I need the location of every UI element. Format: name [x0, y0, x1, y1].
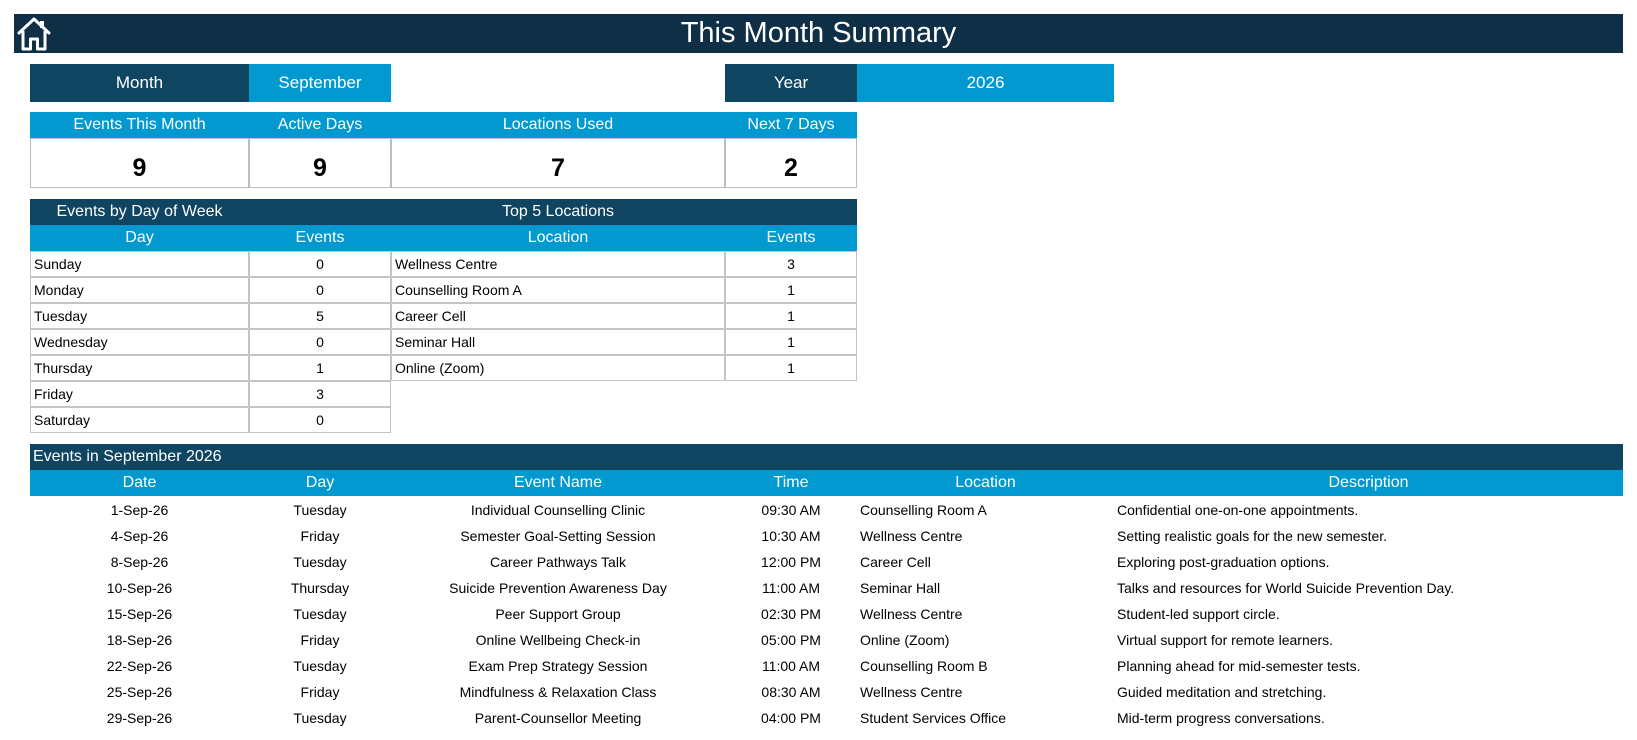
- top-locations-title: Top 5 Locations: [391, 199, 725, 225]
- event-name: Parent-Counsellor Meeting: [474, 710, 642, 726]
- kpi-value-active-days: 9: [249, 138, 391, 188]
- month-select[interactable]: [249, 64, 391, 102]
- event-day: Tuesday: [293, 606, 347, 622]
- top-location-count: 1: [725, 303, 857, 329]
- page-title: This Month Summary: [680, 17, 957, 49]
- top-locations-header-location: Location: [391, 225, 725, 251]
- by-day-count-sunday: 0: [249, 251, 391, 277]
- by-day-day-monday: Monday: [30, 277, 249, 303]
- events-header-time: Time: [773, 474, 809, 491]
- kpi-label-next-7-days: Next 7 Days: [725, 112, 857, 138]
- event-day: Thursday: [290, 580, 350, 596]
- events-header-location: Location: [955, 474, 1016, 491]
- top-location-count: 1: [725, 277, 857, 303]
- event-location: Wellness Centre: [860, 606, 963, 622]
- event-location: Career Cell: [860, 554, 931, 570]
- events-title: Events in September 2026: [30, 444, 1623, 470]
- event-location: Online (Zoom): [860, 632, 950, 648]
- kpi-value-locations: 7: [391, 138, 725, 188]
- event-time: 11:00 AM: [761, 580, 821, 596]
- event-name: Suicide Prevention Awareness Day: [449, 580, 667, 596]
- event-description: Virtual support for remote learners.: [1117, 632, 1334, 648]
- event-description: Exploring post-graduation options.: [1117, 554, 1330, 570]
- event-day: Tuesday: [293, 554, 347, 570]
- by-day-count-monday: 0: [249, 277, 391, 303]
- by-day-day-wednesday: Wednesday: [30, 329, 249, 355]
- top-location-count: 1: [725, 355, 857, 381]
- event-day: Friday: [300, 528, 340, 544]
- event-date: 15-Sep-26: [106, 606, 173, 622]
- event-day: Tuesday: [293, 710, 347, 726]
- year-label: [725, 64, 857, 102]
- by-day-day-tuesday: Tuesday: [30, 303, 249, 329]
- event-date: 29-Sep-26: [106, 710, 173, 726]
- events-header-description: Description: [1328, 474, 1409, 491]
- event-description: Student-led support circle.: [1117, 606, 1280, 622]
- event-description: Talks and resources for World Suicide Prevention Day.: [1117, 580, 1455, 596]
- home-button[interactable]: [16, 16, 52, 52]
- event-name: Online Wellbeing Check-in: [475, 632, 641, 648]
- event-description: Confidential one-on-one appointments.: [1117, 502, 1359, 518]
- event-time: 11:00 AM: [761, 658, 821, 674]
- event-name: Mindfulness & Relaxation Class: [459, 684, 657, 700]
- event-location: Seminar Hall: [860, 580, 941, 596]
- event-name: Exam Prep Strategy Session: [468, 658, 648, 674]
- kpi-value-events: 9: [30, 138, 249, 188]
- event-time: 12:00 PM: [761, 554, 821, 570]
- event-day: Friday: [300, 684, 340, 700]
- top-location-count: 3: [725, 251, 857, 277]
- by-day-title: Events by Day of Week: [30, 199, 249, 225]
- event-location: Wellness Centre: [860, 528, 963, 544]
- year-value: 2026: [966, 73, 1005, 92]
- top-locations-header-events: Events: [725, 225, 857, 251]
- top-location-name: Wellness Centre: [391, 251, 725, 277]
- event-description: Guided meditation and stretching.: [1117, 684, 1327, 700]
- by-day-count-wednesday: 0: [249, 329, 391, 355]
- event-time: 08:30 AM: [761, 684, 821, 700]
- event-time: 09:30 AM: [761, 502, 821, 518]
- by-day-header-day: Day: [30, 225, 249, 251]
- event-name: Peer Support Group: [495, 606, 621, 622]
- kpi-label-locations: Locations Used: [391, 112, 725, 138]
- event-description: Planning ahead for mid-semester tests.: [1117, 658, 1361, 674]
- event-name: Semester Goal-Setting Session: [460, 528, 656, 544]
- by-day-count-saturday: 0: [249, 407, 391, 433]
- event-date: 10-Sep-26: [106, 580, 173, 596]
- kpi-label-active-days: Active Days: [249, 112, 391, 138]
- year-label-text: Year: [773, 73, 809, 92]
- by-day-title-fill: [249, 199, 391, 225]
- top-location-name: Seminar Hall: [391, 329, 725, 355]
- top-location-count: 1: [725, 329, 857, 355]
- event-time: 04:00 PM: [761, 710, 821, 726]
- by-day-count-thursday: 1: [249, 355, 391, 381]
- event-name: Career Pathways Talk: [490, 554, 626, 570]
- event-description: Mid-term progress conversations.: [1117, 710, 1325, 726]
- event-day: Friday: [300, 632, 340, 648]
- month-label: [30, 64, 249, 102]
- events-header-date: Date: [122, 474, 157, 491]
- top-locations-title-fill: [725, 199, 857, 225]
- kpi-label-events: Events This Month: [30, 112, 249, 138]
- month-label-text: Month: [115, 73, 164, 92]
- event-location: Student Services Office: [860, 710, 1007, 726]
- event-description: Setting realistic goals for the new semester.: [1117, 528, 1388, 544]
- event-location: Counselling Room B: [860, 658, 988, 674]
- event-date: 18-Sep-26: [106, 632, 173, 648]
- event-date: 8-Sep-26: [110, 554, 169, 570]
- by-day-header-events: Events: [249, 225, 391, 251]
- by-day-day-friday: Friday: [30, 381, 249, 407]
- event-time: 10:30 AM: [761, 528, 821, 544]
- event-time: 02:30 PM: [761, 606, 821, 622]
- events-header-day: Day: [305, 474, 335, 491]
- event-date: 1-Sep-26: [110, 502, 169, 518]
- top-location-name: Online (Zoom): [391, 355, 725, 381]
- event-location: Counselling Room A: [860, 502, 987, 518]
- by-day-day-saturday: Saturday: [30, 407, 249, 433]
- event-date: 4-Sep-26: [110, 528, 169, 544]
- event-day: Tuesday: [293, 658, 347, 674]
- top-location-name: Career Cell: [391, 303, 725, 329]
- events-header-event-name: Event Name: [513, 474, 603, 491]
- home-icon: [16, 16, 52, 52]
- event-location: Wellness Centre: [860, 684, 963, 700]
- by-day-count-tuesday: 5: [249, 303, 391, 329]
- event-date: 25-Sep-26: [106, 684, 173, 700]
- by-day-day-sunday: Sunday: [30, 251, 249, 277]
- title-bar: [14, 14, 1623, 53]
- month-value: September: [278, 73, 362, 92]
- kpi-value-next-7-days: 2: [725, 138, 857, 188]
- by-day-day-thursday: Thursday: [30, 355, 249, 381]
- by-day-count-friday: 3: [249, 381, 391, 407]
- top-location-name: Counselling Room A: [391, 277, 725, 303]
- year-select[interactable]: [857, 64, 1114, 102]
- event-time: 05:00 PM: [761, 632, 821, 648]
- event-name: Individual Counselling Clinic: [470, 502, 646, 518]
- event-day: Tuesday: [293, 502, 347, 518]
- event-date: 22-Sep-26: [106, 658, 173, 674]
